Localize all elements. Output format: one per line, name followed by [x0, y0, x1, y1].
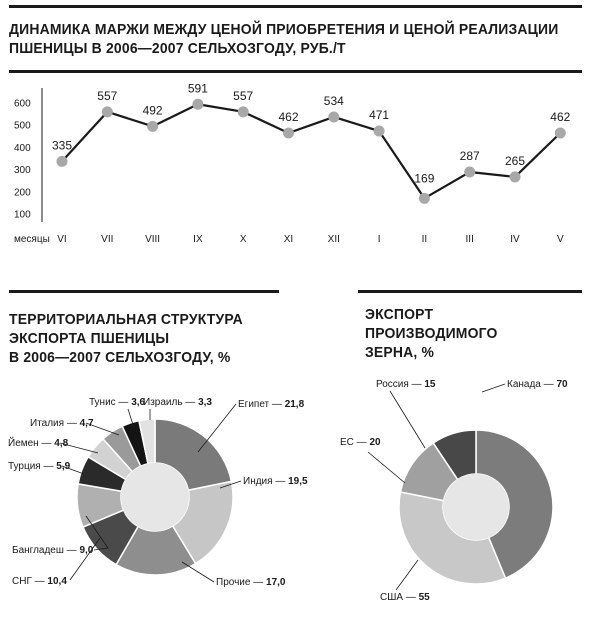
data-point: [374, 126, 385, 137]
leader-eu: [368, 452, 405, 483]
label-egypt-text: Египет —: [238, 399, 285, 410]
data-label: 462: [550, 110, 571, 125]
data-label: 557: [97, 88, 118, 103]
label-italy-value: 4,7: [79, 418, 94, 429]
leader-other: [182, 562, 214, 582]
data-label: 335: [51, 138, 73, 153]
label-bangladesh: [12, 545, 94, 556]
label-turkey-value: 5,9: [56, 461, 71, 472]
x-tick-label: II: [421, 234, 428, 245]
label-tunisia-text: Тунис —: [89, 397, 132, 408]
label-eu-value: 20: [369, 437, 381, 448]
label-eu: [340, 437, 381, 448]
data-label: 557: [233, 88, 254, 103]
leader-canada: [482, 384, 505, 392]
data-label: 287: [459, 149, 480, 164]
label-cis: [12, 576, 67, 587]
label-usa-text: США —: [380, 592, 419, 603]
grain-center: [443, 474, 509, 540]
label-turkey: [8, 461, 71, 472]
label-india-text: Индия —: [243, 476, 289, 487]
x-tick-label: VIII: [145, 234, 161, 245]
label-israel: [143, 397, 212, 408]
data-point: [283, 128, 294, 139]
label-india-value: 19,5: [288, 476, 308, 487]
leader-italy: [86, 423, 119, 435]
grain-export-title-line-3: ЗЕРНА, %: [365, 344, 435, 361]
label-usa-value: 55: [418, 592, 430, 603]
margin-line-chart: [14, 81, 571, 245]
label-italy-text: Италия —: [30, 418, 80, 429]
data-label: 534: [323, 93, 344, 108]
data-point: [419, 193, 430, 204]
label-yemen: [8, 436, 69, 449]
data-point: [510, 171, 521, 182]
label-israel-text: Израиль —: [143, 397, 199, 408]
export-structure-title-line-3: В 2006—2007 СЕЛЬХОЗГОДУ, %: [9, 349, 231, 366]
x-axis-title: месяцы: [14, 234, 50, 245]
y-tick-label: 200: [14, 187, 31, 199]
x-tick-label: V: [556, 234, 564, 245]
x-tick-label: VII: [101, 234, 114, 245]
export-structure-title-line-2: ЭКСПОРТА ПШЕНИЦЫ: [9, 330, 170, 347]
leader-usa: [396, 560, 418, 590]
data-label: 492: [142, 103, 163, 118]
label-india: [243, 476, 308, 487]
data-point: [464, 167, 475, 178]
line-chart-title-line-2: ПШЕНИЦЫ В 2006—2007 СЕЛЬХОЗГОДУ, РУБ./Т: [9, 40, 346, 57]
grain-export-title-line-2: ПРОИЗВОДИМОГО: [365, 325, 498, 342]
label-tunisia-value: 3,6: [131, 397, 146, 408]
label-cis-text: СНГ —: [12, 576, 48, 587]
x-tick-label: XI: [283, 234, 294, 245]
data-point: [192, 99, 203, 110]
data-point: [328, 111, 339, 122]
x-tick-label: III: [465, 234, 474, 245]
data-point: [238, 106, 249, 117]
label-other-value: 17,0: [266, 577, 286, 588]
export-structure-title-line-1: ТЕРРИТОРИАЛЬНАЯ СТРУКТУРА: [9, 311, 243, 328]
x-tick-label: IV: [510, 234, 520, 245]
label-turkey-text: Турция —: [8, 461, 57, 472]
data-label: 462: [278, 110, 299, 125]
label-other-text: Прочие —: [216, 577, 267, 588]
export-center: [121, 463, 189, 531]
data-label: 471: [369, 108, 390, 123]
label-canada: [507, 379, 568, 390]
label-bangladesh-value: 9,0: [79, 545, 94, 556]
x-tick-label: IX: [193, 234, 203, 245]
label-russia-text: Россия —: [376, 379, 425, 390]
label-egypt: [238, 399, 305, 410]
grain-export-title-line-1: ЭКСПОРТ: [365, 306, 434, 323]
grain-export-donut: [340, 379, 568, 603]
label-russia-value: 15: [424, 379, 436, 390]
label-cis-value: 10,4: [47, 576, 67, 587]
x-tick-label: X: [239, 234, 247, 245]
x-tick-label: XII: [327, 234, 340, 245]
y-tick-label: 300: [14, 165, 31, 177]
y-tick-label: 600: [14, 98, 31, 110]
line-chart-title-line-1: ДИНАМИКА МАРЖИ МЕЖДУ ЦЕНОЙ ПРИОБРЕТЕНИЯ И ЦЕНОЙ РЕАЛИЗАЦИИ: [9, 21, 559, 38]
label-italy: [30, 418, 94, 429]
export-structure-donut: [8, 397, 308, 588]
y-tick-label: 100: [14, 209, 31, 221]
label-canada-text: Канада —: [507, 379, 557, 390]
leader-egypt: [198, 404, 236, 452]
label-canada-value: 70: [556, 379, 568, 390]
y-tick-label: 400: [14, 142, 31, 154]
leader-russia: [390, 391, 425, 448]
label-tunisia: [89, 397, 146, 408]
data-point: [102, 106, 113, 117]
data-point: [147, 121, 158, 132]
label-yemen-text: Йемен —: [8, 438, 55, 449]
label-russia: [376, 379, 436, 390]
label-usa: [380, 592, 430, 603]
label-yemen-value: 4,8: [54, 438, 69, 449]
series-line: [62, 104, 560, 198]
label-other: [216, 577, 286, 588]
label-israel-value: 3,3: [198, 397, 212, 408]
data-label: 265: [504, 153, 526, 168]
label-eu-text: ЕС —: [340, 437, 370, 448]
data-point: [555, 128, 566, 139]
x-tick-label: I: [377, 234, 381, 245]
data-label: 591: [187, 81, 208, 96]
data-label: 169: [414, 171, 435, 186]
label-bangladesh-text: Бангладеш —: [12, 545, 80, 556]
y-tick-label: 500: [14, 120, 31, 132]
data-point: [57, 156, 68, 167]
label-egypt-value: 21,8: [284, 399, 305, 410]
x-tick-label: VI: [57, 234, 67, 245]
